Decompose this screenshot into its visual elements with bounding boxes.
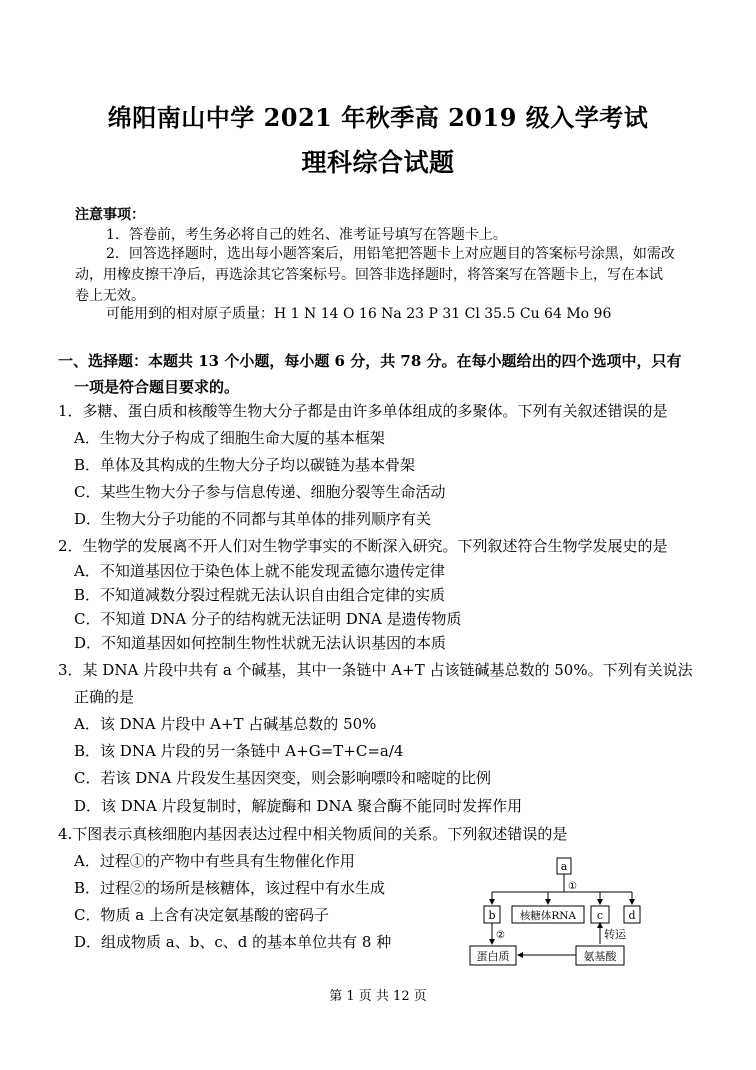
question-4-option-d: D．组成物质 a、b、c、d 的基本单位共有 8 种 — [74, 933, 392, 951]
question-3-option-a: A．该 DNA 片段中 A+T 占碱基总数的 50% — [74, 715, 377, 733]
note-item-2: 2．回答选择题时，选出每小题答案后，用铅笔把答题卡上对应题目的答案标号涂黑，如需改动，用橡皮擦干净后，再选涂其它答案标号。回答非选择题时，将答案写在答题卡上，写在本试卷上无效。 — [75, 246, 675, 304]
question-3-stem: 3．某 DNA 片段中共有 a 个碱基，其中一条链中 A+T 占该链碱基总数的 50%。下列有关说法 — [58, 661, 693, 679]
label-step-2: ② — [496, 930, 505, 941]
question-2-option-c: C．不知道 DNA 分子的结构就无法证明 DNA 是遗传物质 — [74, 610, 462, 628]
question-1-option-c: C．某些生物大分子参与信息传递、细胞分裂等生命活动 — [74, 483, 446, 501]
label-transport: 转运 — [604, 928, 626, 941]
page-footer: 第 1 页 共 12 页 — [329, 989, 427, 1004]
label-c: c — [596, 909, 604, 922]
question-3-stem-continued: 正确的是 — [74, 688, 135, 706]
section-1-heading: 一、选择题：本题共 13 个小题，每小题 6 分，共 78 分。在每小题给出的四个选项中，只有一项是符合题目要求的。 — [58, 352, 682, 396]
label-ribosome-rna: 核糖体RNA — [519, 910, 577, 922]
label-protein: 蛋白质 — [476, 950, 510, 963]
question-1-option-d: D．生物大分子功能的不同都与其单体的排列顺序有关 — [74, 510, 432, 528]
question-3-option-b: B．该 DNA 片段的另一条链中 A+G=T+C=a/4 — [74, 742, 404, 760]
question-4-option-c: C．物质 a 上含有决定氨基酸的密码子 — [74, 906, 329, 924]
exam-subtitle: 理科综合试题 — [301, 148, 455, 177]
question-1-option-b: B．单体及其构成的生物大分子均以碳链为基本骨架 — [74, 456, 416, 474]
label-d: d — [628, 909, 636, 922]
gene-expression-diagram — [460, 852, 660, 972]
question-4-option-a: A．过程①的产物中有些具有生物催化作用 — [74, 852, 355, 870]
label-a: a — [560, 860, 568, 873]
exam-title: 绵阳南山中学 2021 年秋季高 2019 级入学考试 — [107, 103, 649, 132]
question-2-option-a: A．不知道基因位于染色体上就不能发现孟德尔遗传定律 — [74, 562, 445, 580]
question-1-stem: 1．多糖、蛋白质和核酸等生物大分子都是由许多单体组成的多聚体。下列有关叙述错误的是 — [58, 402, 668, 420]
question-2-option-d: D．不知道基因如何控制生物性状就无法认识基因的本质 — [74, 634, 447, 652]
question-3-option-c: C．若该 DNA 片段发生基因突变，则会影响嘌呤和嘧啶的比例 — [74, 769, 491, 787]
notes-heading: 注意事项： — [75, 207, 145, 223]
question-4-option-b: B．过程②的场所是核糖体，该过程中有水生成 — [74, 879, 386, 897]
label-amino-acid: 氨基酸 — [583, 950, 617, 963]
note-item-1: 1．答卷前，考生务必将自己的姓名、准考证号填写在答题卡上。 — [106, 227, 507, 243]
question-1-option-a: A．生物大分子构成了细胞生命大厦的基本框架 — [74, 429, 385, 447]
label-b: b — [488, 909, 496, 922]
question-2-option-b: B．不知道减数分裂过程就无法认识自由组合定律的实质 — [74, 586, 446, 604]
atomic-masses: 可能用到的相对原子质量：H 1 N 14 O 16 Na 23 P 31 Cl 35.5 Cu 64 Mo 96 — [106, 306, 612, 322]
label-step-1: ① — [568, 881, 577, 892]
question-4-stem: 4.下图表示真核细胞内基因表达过程中相关物质间的关系。下列叙述错误的是 — [58, 825, 568, 843]
question-2-stem: 2．生物学的发展离不开人们对生物学事实的不断深入研究。下列叙述符合生物学发展史的是 — [58, 537, 668, 555]
question-3-option-d: D．该 DNA 片段复制时，解旋酶和 DNA 聚合酶不能同时发挥作用 — [74, 797, 523, 815]
